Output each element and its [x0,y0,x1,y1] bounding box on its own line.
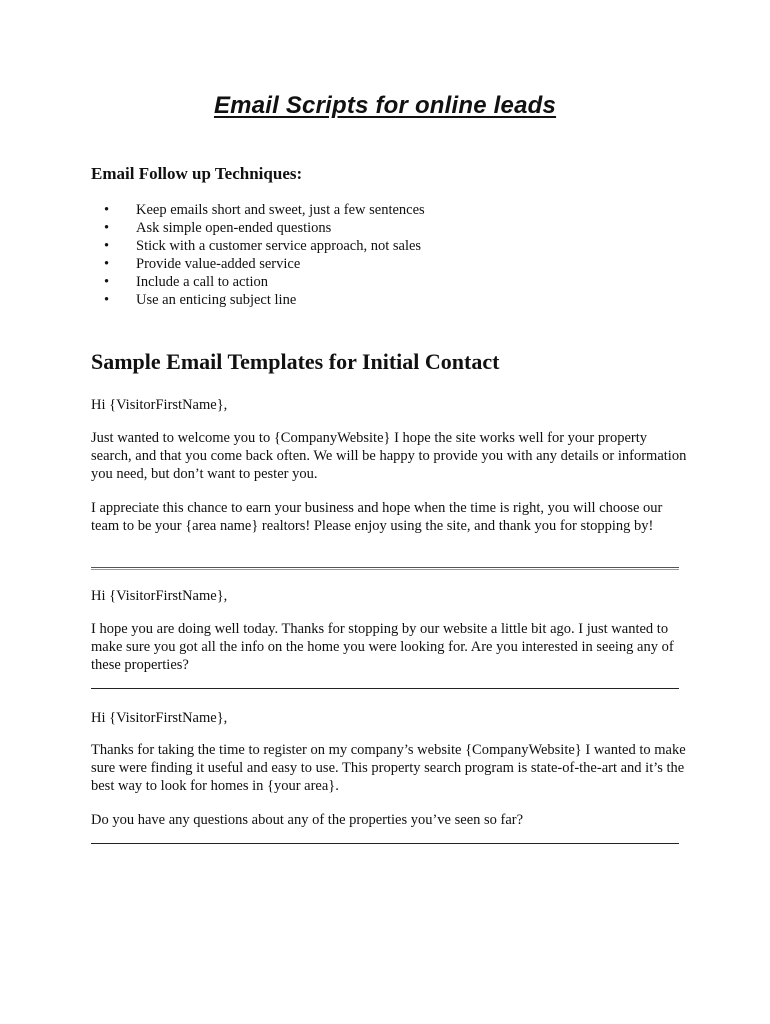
list-item [91,219,425,237]
section-divider [91,688,679,689]
list-item-text: Ask simple open-ended questions [136,220,332,236]
bullet-icon: • [104,274,110,290]
template1-paragraph-2: I appreciate this chance to earn your business and hope when the time is right, you will choose our team to be your {area name} realtors! Please enjoy using the site, and thank you for stopping by! [91,500,663,534]
template3-greeting: Hi {VisitorFirstName}, [91,710,228,726]
list-item-text: Provide value-added service [136,256,301,272]
list-item-text: Include a call to action [136,274,269,290]
list-item-text: Keep emails short and sweet, just a few sentences [136,202,425,218]
section-divider [91,567,679,568]
techniques-list [91,201,425,309]
bullet-icon: • [104,292,110,308]
list-item [91,291,425,309]
document-title: Email Scripts for online leads [213,92,557,119]
template2-paragraph-1: I hope you are doing well today. Thanks for stopping by our website a little bit ago. I just wanted to make sure you got all the info on the home you were looking for. Are you interested in seeing any of these properties? [91,621,674,673]
template1-paragraph-1: Just wanted to welcome you to {CompanyWebsite} I hope the site works well for your property search, and that you come back often. We will be happy to provide you with any details or information you need, but don’t want to pester you. [91,430,687,482]
bullet-icon: • [104,202,110,218]
templates-heading: Sample Email Templates for Initial Contact [91,349,500,374]
list-item-text: Use an enticing subject line [136,292,297,308]
techniques-heading: Email Follow up Techniques: [91,164,303,183]
list-item-text: Stick with a customer service approach, not sales [136,238,422,254]
template1-greeting: Hi {VisitorFirstName}, [91,397,228,413]
bullet-icon: • [104,256,110,272]
template3-paragraph-1: Thanks for taking the time to register on my company’s website {CompanyWebsite} I wanted to make sure were finding it useful and easy to use. This property search program is state-of-the-art and it’s the best way to look for homes in {your area}. [91,742,686,794]
bullet-icon: • [104,238,110,254]
template3-paragraph-2: Do you have any questions about any of the properties you’ve seen so far? [91,812,524,828]
template2-greeting: Hi {VisitorFirstName}, [91,588,228,604]
list-item [91,255,425,273]
list-item [91,201,425,219]
list-item [91,237,425,255]
list-item [91,273,425,291]
section-divider [91,843,679,844]
bullet-icon: • [104,220,110,236]
